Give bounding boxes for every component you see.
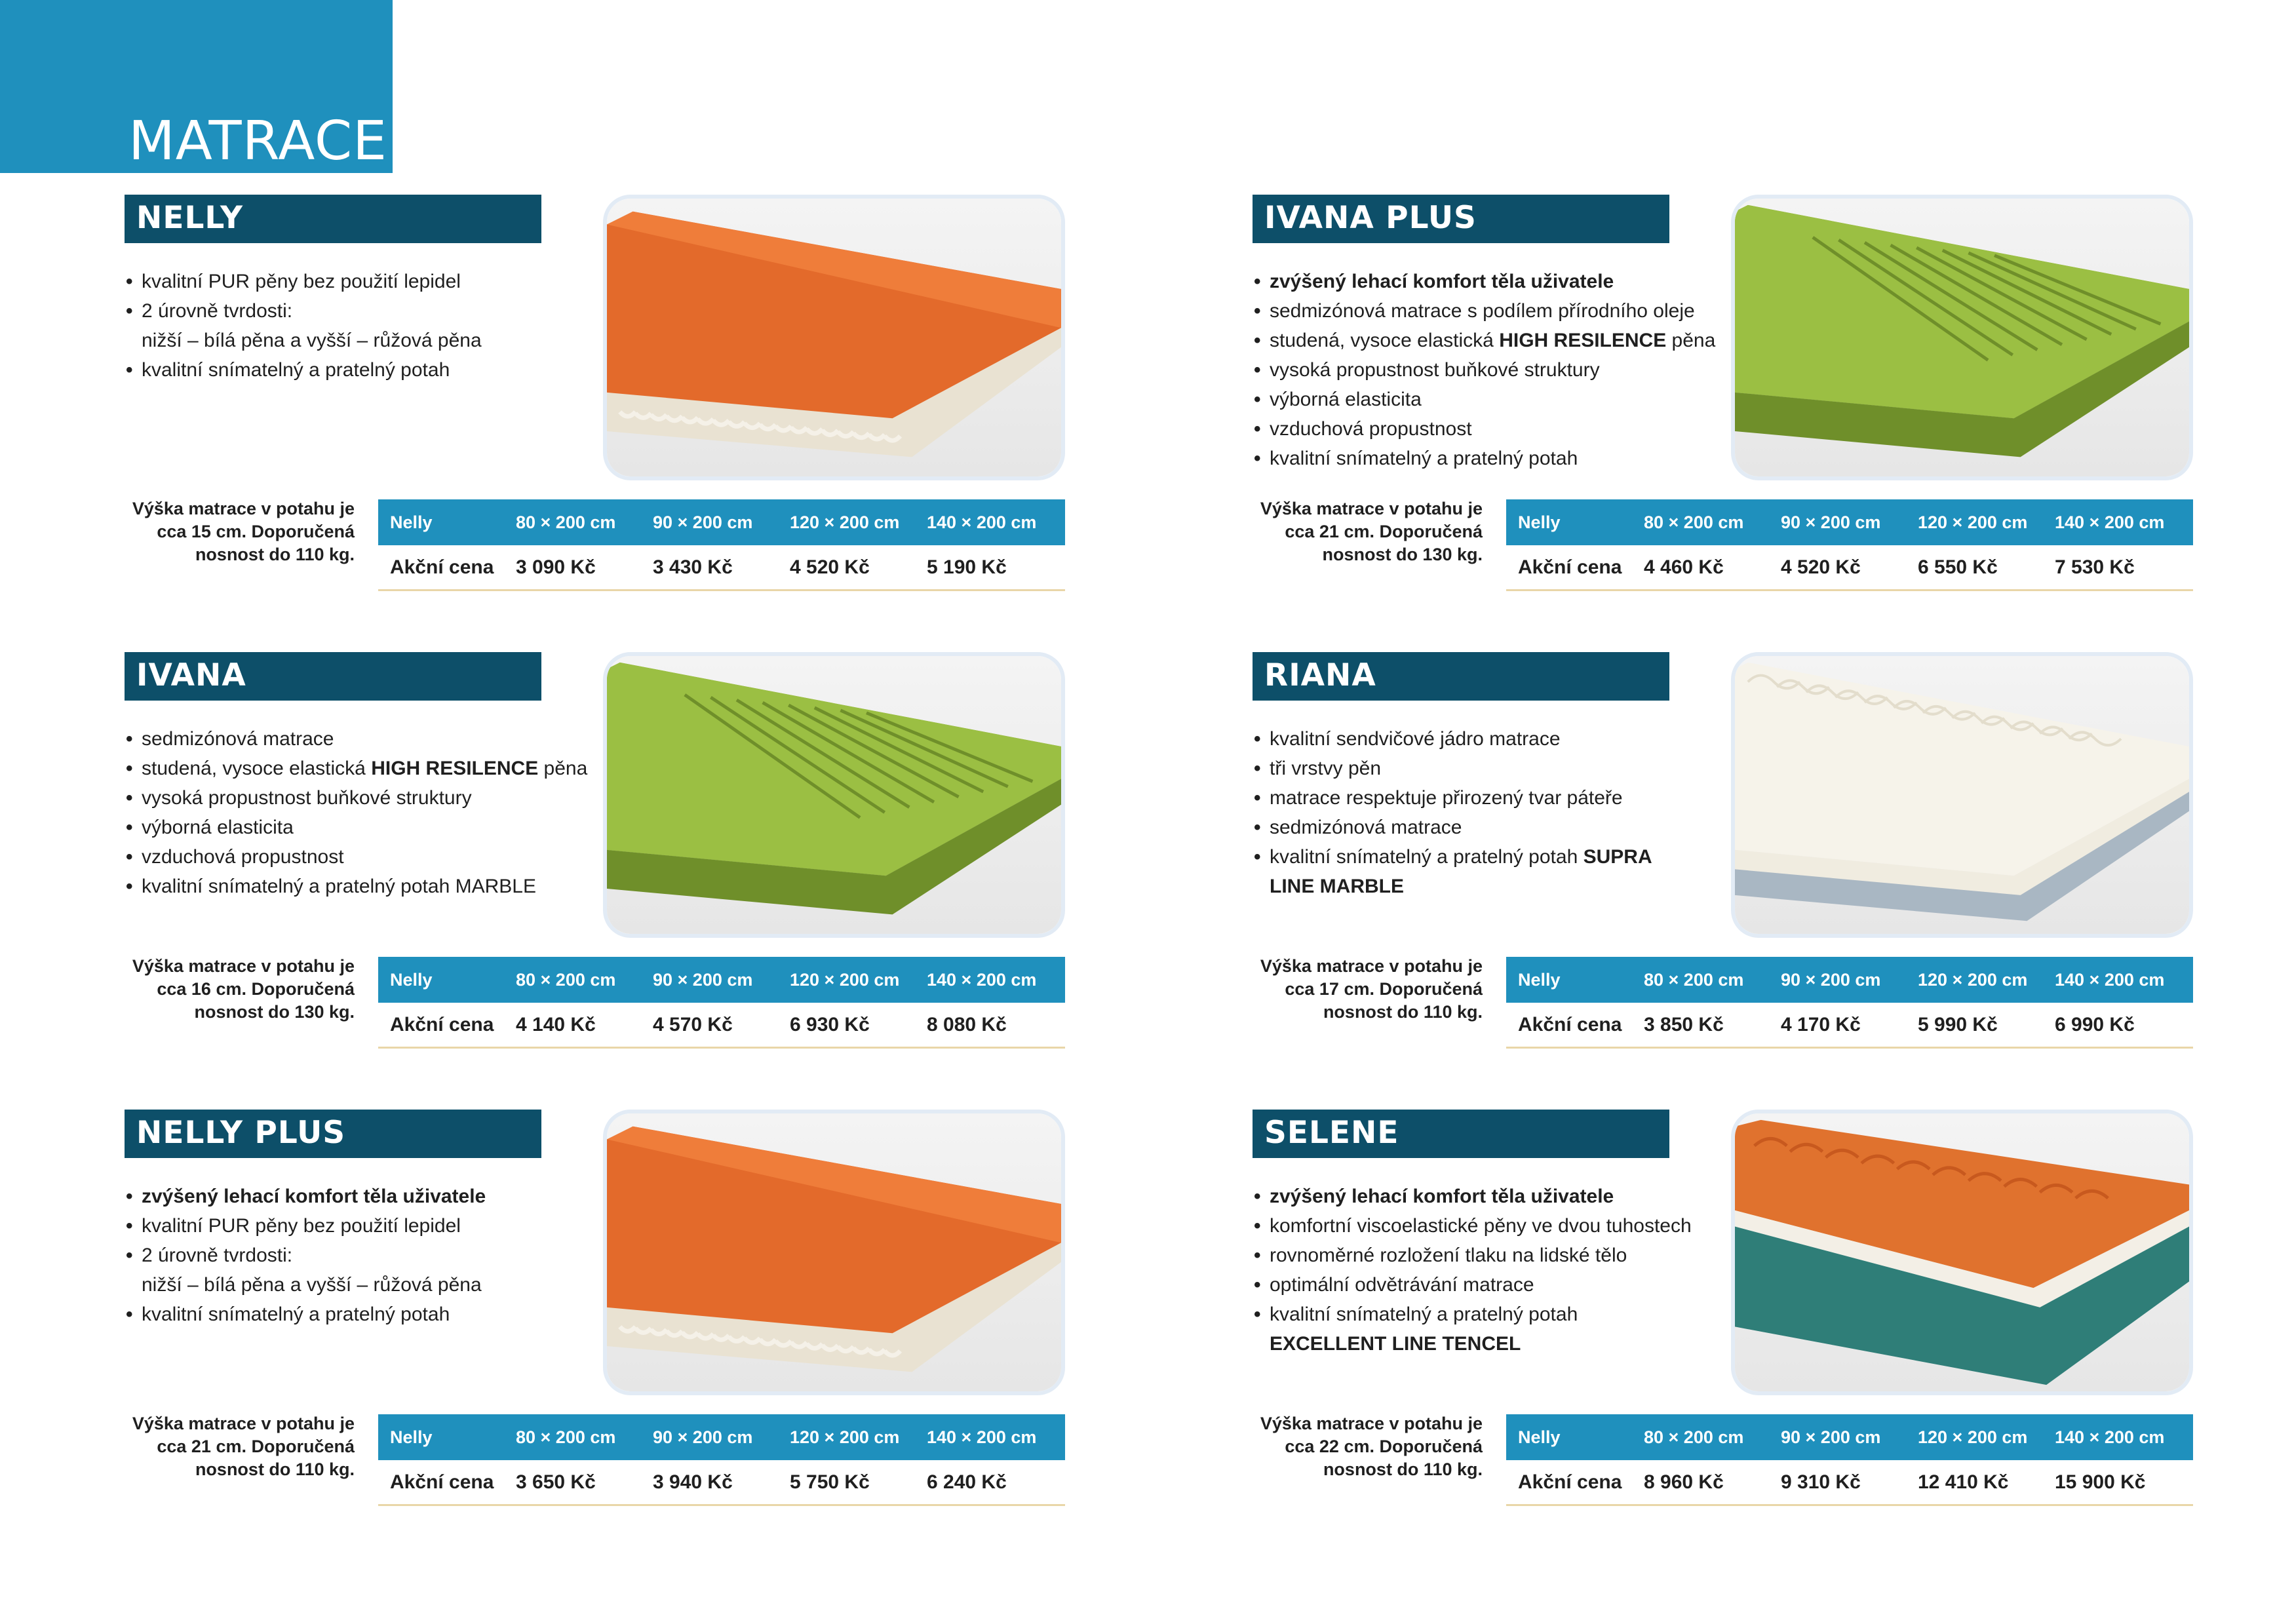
product-name-bar <box>1253 195 1669 243</box>
feature-text: optimální odvětrávání matrace <box>1270 1274 1534 1296</box>
feature-text: studená, vysoce elastická <box>1270 330 1500 351</box>
header-size-label: 140 × 200 cm <box>2055 969 2165 990</box>
bullet-icon: • <box>126 846 133 868</box>
feature-text: nižší – bílá pěna a vyšší – růžová pěna <box>142 1274 482 1296</box>
header-size-label: 80 × 200 cm <box>516 1427 616 1447</box>
header-size-label: 120 × 200 cm <box>1918 512 2028 532</box>
header-model-label: Nelly <box>390 969 433 990</box>
feature-item <box>125 1241 623 1270</box>
price-value: 4 570 Kč <box>653 1013 733 1035</box>
feature-item <box>125 1211 623 1241</box>
product-name-bar <box>1253 1110 1669 1158</box>
feature-text: zvýšený lehací komfort těla uživatele <box>142 1186 486 1207</box>
header-size-label: 140 × 200 cm <box>927 1427 1037 1447</box>
price-table-header <box>1506 957 2193 1003</box>
product-name-bar <box>125 652 541 701</box>
feature-item <box>1253 783 1751 813</box>
price-value: 15 900 Kč <box>2055 1471 2146 1493</box>
bullet-icon: • <box>1254 1274 1261 1296</box>
feature-text-tail: pěna <box>1666 330 1716 351</box>
feature-item <box>1253 1300 1672 1359</box>
product-name: IVANA PLUS <box>1264 200 1477 236</box>
price-value: 3 940 Kč <box>653 1471 733 1493</box>
price-table <box>1506 499 2193 591</box>
feature-list <box>1253 1182 1751 1359</box>
price-value: 6 240 Kč <box>927 1471 1007 1493</box>
price-row <box>1506 1460 2193 1506</box>
feature-highlight: HIGH RESILENCE <box>371 758 539 779</box>
price-value: 8 080 Kč <box>927 1013 1007 1035</box>
price-row <box>1506 1003 2193 1049</box>
header-size-label: 140 × 200 cm <box>2055 512 2165 532</box>
header-size-label: 90 × 200 cm <box>1781 1427 1881 1447</box>
feature-text: kvalitní snímatelný a pratelný potah <box>1270 846 1584 868</box>
feature-highlight: SUPRA LINE MARBLE <box>1270 846 1652 897</box>
feature-item <box>1253 1270 1751 1300</box>
feature-text: vzduchová propustnost <box>142 846 344 868</box>
price-value: 6 550 Kč <box>1918 556 1998 578</box>
price-table-header <box>1506 499 2193 545</box>
bullet-icon: • <box>126 359 133 381</box>
bullet-icon: • <box>1254 448 1261 469</box>
feature-text: výborná elasticita <box>142 817 294 838</box>
feature-text: vysoká propustnost buňkové struktury <box>1270 359 1600 381</box>
price-value: 5 750 Kč <box>790 1471 870 1493</box>
header-size-label: 120 × 200 cm <box>1918 1427 2028 1447</box>
feature-item <box>125 842 623 872</box>
feature-text: komfortní viscoelastické pěny ve dvou tuhostech <box>1270 1215 1692 1237</box>
product-photo <box>1731 652 2193 938</box>
product-block <box>1253 652 2177 1052</box>
feature-item <box>1253 355 1751 385</box>
header-size-label: 80 × 200 cm <box>1644 969 1744 990</box>
feature-item <box>125 783 623 813</box>
price-value: 4 460 Kč <box>1644 556 1724 578</box>
price-value: 4 140 Kč <box>516 1013 596 1035</box>
feature-item <box>125 1270 623 1300</box>
feature-item <box>1253 754 1751 783</box>
price-table <box>1506 1414 2193 1506</box>
price-value: 4 520 Kč <box>790 556 870 578</box>
bullet-icon: • <box>1254 330 1261 351</box>
feature-item <box>1253 414 1751 444</box>
orange-green-visco-mattress-icon <box>1735 1113 2189 1391</box>
product-block <box>125 195 1049 594</box>
header-size-label: 90 × 200 cm <box>1781 512 1881 532</box>
bullet-icon: • <box>126 1186 133 1207</box>
header-size-label: 120 × 200 cm <box>790 1427 900 1447</box>
product-block <box>125 652 1049 1052</box>
feature-item <box>1253 385 1751 414</box>
feature-item <box>1253 813 1751 842</box>
product-name-bar <box>125 1110 541 1158</box>
feature-item <box>1253 296 1751 326</box>
feature-item <box>1253 842 1672 901</box>
price-row <box>378 1003 1065 1049</box>
feature-text: studená, vysoce elastická <box>142 758 372 779</box>
feature-text: zvýšený lehací komfort těla uživatele <box>1270 271 1614 292</box>
header-size-label: 120 × 200 cm <box>790 512 900 532</box>
feature-item <box>125 813 623 842</box>
price-row <box>1506 545 2193 591</box>
product-block <box>1253 195 2177 594</box>
product-photo <box>603 195 1065 480</box>
price-value: 5 190 Kč <box>927 556 1007 578</box>
price-label: Akční cena <box>1518 1013 1622 1035</box>
feature-list <box>1253 267 1751 473</box>
white-quilted-mattress-icon <box>1735 656 2189 934</box>
price-value: 7 530 Kč <box>2055 556 2135 578</box>
bullet-icon: • <box>126 876 133 897</box>
price-table <box>378 957 1065 1049</box>
feature-text: kvalitní sendvičové jádro matrace <box>1270 728 1561 750</box>
price-table-header <box>378 499 1065 545</box>
price-table <box>378 499 1065 591</box>
product-photo <box>1731 1110 2193 1395</box>
feature-item <box>1253 1182 1751 1211</box>
green-zoned-foam-mattress-icon <box>1735 199 2189 476</box>
price-label: Akční cena <box>390 1013 494 1035</box>
bullet-icon: • <box>1254 300 1261 322</box>
feature-item <box>1253 1241 1751 1270</box>
feature-item <box>1253 326 1751 355</box>
price-label: Akční cena <box>390 1471 494 1493</box>
product-name: RIANA <box>1264 657 1376 693</box>
header-size-label: 90 × 200 cm <box>1781 969 1881 990</box>
price-table <box>378 1414 1065 1506</box>
feature-item <box>125 1182 623 1211</box>
feature-text: kvalitní snímatelný a pratelný potah <box>142 1304 450 1325</box>
price-value: 3 430 Kč <box>653 556 733 578</box>
feature-text: kvalitní snímatelný a pratelný potah <box>142 359 450 381</box>
product-block <box>1253 1110 2177 1509</box>
bullet-icon: • <box>1254 1304 1261 1325</box>
price-row <box>378 1460 1065 1506</box>
feature-item <box>125 267 623 296</box>
header-size-label: 90 × 200 cm <box>653 1427 753 1447</box>
price-value: 9 310 Kč <box>1781 1471 1861 1493</box>
bullet-icon: • <box>1254 1245 1261 1266</box>
feature-item <box>1253 267 1751 296</box>
price-table-header <box>378 1414 1065 1460</box>
height-note: Výška matrace v potahu je cca 16 cm. Doporučená nosnost do 130 kg. <box>132 956 355 1022</box>
header-size-label: 120 × 200 cm <box>1918 969 2028 990</box>
feature-item <box>125 326 623 355</box>
green-grooved-foam-mattress-icon <box>607 656 1061 934</box>
feature-list <box>1253 724 1751 901</box>
header-size-label: 80 × 200 cm <box>516 512 616 532</box>
feature-text: vzduchová propustnost <box>1270 418 1472 440</box>
height-note: Výška matrace v potahu je cca 15 cm. Doporučená nosnost do 110 kg. <box>132 499 355 564</box>
bullet-icon: • <box>126 1304 133 1325</box>
bullet-icon: • <box>126 1245 133 1266</box>
feature-list <box>125 724 623 901</box>
header-size-label: 90 × 200 cm <box>653 969 753 990</box>
feature-text: 2 úrovně tvrdosti: <box>142 300 293 322</box>
product-block <box>125 1110 1049 1509</box>
header-model-label: Nelly <box>1518 1427 1561 1447</box>
feature-text: vysoká propustnost buňkové struktury <box>142 787 472 809</box>
feature-text: tři vrstvy pěn <box>1270 758 1382 779</box>
header-size-label: 140 × 200 cm <box>2055 1427 2165 1447</box>
feature-item <box>125 1300 623 1329</box>
price-value: 5 990 Kč <box>1918 1013 1998 1035</box>
bullet-icon: • <box>126 271 133 292</box>
product-name: IVANA <box>136 657 246 693</box>
orange-wave-foam-mattress-icon <box>607 1113 1061 1391</box>
feature-text: zvýšený lehací komfort těla uživatele <box>1270 1186 1614 1207</box>
bullet-icon: • <box>1254 271 1261 292</box>
bullet-icon: • <box>1254 359 1261 381</box>
price-label: Akční cena <box>1518 556 1622 578</box>
header-size-label: 80 × 200 cm <box>1644 512 1744 532</box>
feature-text: výborná elasticita <box>1270 389 1422 410</box>
bullet-icon: • <box>126 817 133 838</box>
bullet-icon: • <box>1254 758 1261 779</box>
bullet-icon: • <box>1254 1186 1261 1207</box>
product-photo <box>603 652 1065 938</box>
header-size-label: 140 × 200 cm <box>927 512 1037 532</box>
header-model-label: Nelly <box>1518 969 1561 990</box>
price-label: Akční cena <box>1518 1471 1622 1493</box>
bullet-icon: • <box>126 758 133 779</box>
header-block <box>0 0 393 173</box>
price-value: 12 410 Kč <box>1918 1471 2009 1493</box>
price-label: Akční cena <box>390 556 494 578</box>
product-name: SELENE <box>1264 1115 1399 1151</box>
price-value: 6 990 Kč <box>2055 1013 2135 1035</box>
feature-text: nižší – bílá pěna a vyšší – růžová pěna <box>142 330 482 351</box>
height-note: Výška matrace v potahu je cca 22 cm. Doporučená nosnost do 110 kg. <box>1260 1414 1483 1479</box>
bullet-icon: • <box>1254 846 1261 868</box>
price-value: 6 930 Kč <box>790 1013 870 1035</box>
price-value: 3 650 Kč <box>516 1471 596 1493</box>
bullet-icon: • <box>1254 418 1261 440</box>
header-size-label: 120 × 200 cm <box>790 969 900 990</box>
feature-item <box>125 296 623 326</box>
feature-item <box>1253 444 1751 473</box>
feature-text: sedmizónová matrace <box>142 728 334 750</box>
header-model-label: Nelly <box>390 1427 433 1447</box>
price-row <box>378 545 1065 591</box>
bullet-icon: • <box>1254 787 1261 809</box>
feature-text: matrace respektuje přirozený tvar páteře <box>1270 787 1623 809</box>
header-size-label: 90 × 200 cm <box>653 512 753 532</box>
product-name: NELLY <box>136 200 244 236</box>
header-model-label: Nelly <box>390 512 433 532</box>
height-note: Výška matrace v potahu je cca 17 cm. Doporučená nosnost do 110 kg. <box>1260 956 1483 1022</box>
header-model-label: Nelly <box>1518 512 1561 532</box>
product-photo <box>603 1110 1065 1395</box>
header-size-label: 80 × 200 cm <box>1644 1427 1744 1447</box>
product-name: NELLY PLUS <box>136 1115 346 1151</box>
feature-item <box>1253 724 1751 754</box>
price-value: 3 090 Kč <box>516 556 596 578</box>
price-value: 4 170 Kč <box>1781 1013 1861 1035</box>
feature-item <box>125 355 623 385</box>
price-value: 8 960 Kč <box>1644 1471 1724 1493</box>
bullet-icon: • <box>126 300 133 322</box>
feature-item <box>125 872 623 901</box>
feature-list <box>125 1182 623 1329</box>
header-size-label: 140 × 200 cm <box>927 969 1037 990</box>
price-table-header <box>378 957 1065 1003</box>
bullet-icon: • <box>1254 389 1261 410</box>
feature-text: sedmizónová matrace s podílem přírodního oleje <box>1270 300 1695 322</box>
feature-text: kvalitní snímatelný a pratelný potah MARBLE <box>142 876 536 897</box>
feature-highlight: EXCELLENT LINE TENCEL <box>1270 1333 1521 1355</box>
product-photo <box>1731 195 2193 480</box>
price-value: 3 850 Kč <box>1644 1013 1724 1035</box>
feature-text: kvalitní PUR pěny bez použití lepidel <box>142 271 461 292</box>
feature-text: kvalitní snímatelný a pratelný potah <box>1270 1304 1578 1325</box>
height-note: Výška matrace v potahu je cca 21 cm. Doporučená nosnost do 110 kg. <box>132 1414 355 1479</box>
product-name-bar <box>1253 652 1669 701</box>
price-value: 4 520 Kč <box>1781 556 1861 578</box>
header-size-label: 80 × 200 cm <box>516 969 616 990</box>
height-note: Výška matrace v potahu je cca 21 cm. Doporučená nosnost do 130 kg. <box>1260 499 1483 564</box>
feature-text: 2 úrovně tvrdosti: <box>142 1245 293 1266</box>
page-title: MATRACE <box>128 110 387 172</box>
product-name-bar <box>125 195 541 243</box>
bullet-icon: • <box>126 787 133 809</box>
bullet-icon: • <box>126 728 133 750</box>
feature-list <box>125 267 623 385</box>
feature-text: kvalitní PUR pěny bez použití lepidel <box>142 1215 461 1237</box>
feature-item <box>1253 1211 1751 1241</box>
feature-text: rovnoměrné rozložení tlaku na lidské tělo <box>1270 1245 1627 1266</box>
price-table-header <box>1506 1414 2193 1460</box>
feature-item <box>125 724 623 754</box>
feature-item <box>125 754 623 783</box>
bullet-icon: • <box>1254 817 1261 838</box>
feature-text: sedmizónová matrace <box>1270 817 1462 838</box>
bullet-icon: • <box>126 1215 133 1237</box>
feature-highlight: HIGH RESILENCE <box>1499 330 1667 351</box>
bullet-icon: • <box>1254 1215 1261 1237</box>
price-table <box>1506 957 2193 1049</box>
feature-text: kvalitní snímatelný a pratelný potah <box>1270 448 1578 469</box>
orange-wave-foam-mattress-icon <box>607 199 1061 476</box>
bullet-icon: • <box>1254 728 1261 750</box>
feature-text-tail: pěna <box>538 758 588 779</box>
